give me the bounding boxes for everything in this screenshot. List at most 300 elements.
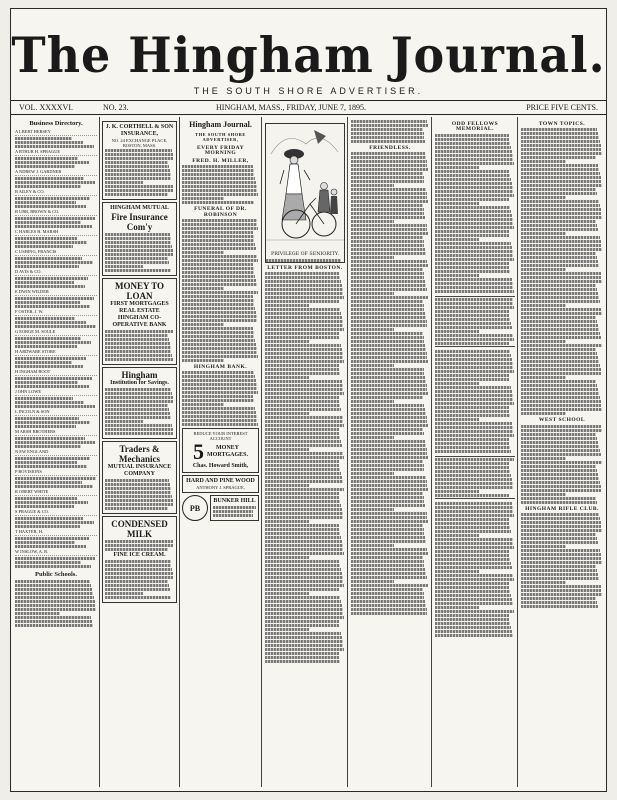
- text-line: [521, 356, 598, 359]
- text-line: [265, 320, 343, 323]
- text-line: [435, 218, 513, 221]
- text-line: [435, 306, 514, 309]
- text-line: [351, 124, 428, 127]
- text-line: [182, 177, 255, 180]
- col5-body: [351, 152, 429, 615]
- text-line: [351, 172, 423, 175]
- directory-entry: T HAXTER, H.: [15, 529, 97, 536]
- text-line: [351, 284, 426, 287]
- text-line: [521, 565, 596, 568]
- text-line: [182, 251, 224, 254]
- text-line: [182, 255, 257, 258]
- text-line: [351, 196, 427, 199]
- text-line: [435, 342, 509, 345]
- text-line: [521, 184, 602, 187]
- journal-heading: Hingham Journal.: [189, 120, 252, 129]
- text-line: [105, 169, 170, 172]
- text-line: [435, 210, 511, 213]
- text-line: [182, 223, 257, 226]
- text-line: [351, 288, 427, 291]
- text-line: [521, 593, 602, 596]
- text-line: [105, 354, 172, 357]
- text-line: [351, 400, 394, 403]
- text-line: [265, 604, 342, 607]
- text-line: [435, 290, 514, 293]
- text-line: [351, 320, 427, 323]
- text-line: [351, 460, 423, 463]
- directory-entry: L INCOLN & SON: [15, 409, 97, 416]
- text-line: [521, 192, 597, 195]
- text-line: [265, 444, 342, 447]
- text-line: [435, 526, 510, 529]
- text-line: [435, 386, 511, 389]
- text-line: [265, 508, 342, 511]
- text-line: [435, 474, 511, 477]
- text-line: [521, 581, 566, 584]
- town-topics-column: [521, 119, 603, 787]
- mortgage-ad-header: REDUCE YOUR INTEREST ACCOUNT: [193, 431, 248, 442]
- text-line: [351, 424, 428, 427]
- text-line: [15, 612, 60, 615]
- text-line: [265, 304, 309, 307]
- text-line: [105, 245, 172, 248]
- text-line: [182, 419, 257, 422]
- text-line: [435, 314, 509, 317]
- text-line: [351, 364, 394, 367]
- text-line: [105, 177, 171, 180]
- text-line: [521, 328, 599, 331]
- column-rule: [179, 117, 180, 787]
- text-line: [265, 472, 341, 475]
- text-line: [351, 276, 424, 279]
- text-line: [15, 580, 90, 583]
- dateline-bar: [11, 100, 606, 115]
- mortgage-money: MONEY: [216, 445, 239, 452]
- text-line: [435, 518, 509, 521]
- text-line: [435, 534, 479, 537]
- text-line: [15, 537, 89, 540]
- text-line: [521, 360, 599, 363]
- sprague-name: ANTHONY J. SPRAGUE,: [196, 485, 245, 491]
- text-line: [521, 252, 596, 255]
- directory-list: [15, 129, 97, 568]
- text-line: [15, 584, 91, 587]
- text-line: [265, 564, 340, 567]
- text-line: [15, 425, 76, 428]
- text-line: [435, 490, 479, 493]
- west-school-body: [521, 425, 603, 504]
- directory-entry: B AILEY & CO.: [15, 189, 97, 196]
- results-entries: [435, 458, 515, 497]
- text-line: [15, 185, 81, 188]
- text-line: [265, 384, 343, 387]
- text-line: [435, 406, 509, 409]
- text-line: [182, 303, 254, 306]
- text-line: [265, 492, 339, 495]
- text-line: [351, 392, 428, 395]
- text-line: [435, 430, 513, 433]
- text-line: [351, 576, 427, 579]
- text-line: [15, 265, 79, 268]
- column-rule: [517, 117, 518, 787]
- text-line: [351, 488, 428, 491]
- text-line: [521, 573, 598, 576]
- text-line: [265, 348, 342, 351]
- text-line: [521, 316, 596, 319]
- directory-entry: B URR, BROWN & CO.: [15, 209, 97, 216]
- text-line: [351, 448, 427, 451]
- text-line: [105, 157, 173, 160]
- text-line: [182, 247, 256, 250]
- text-line: [351, 316, 426, 319]
- text-line: [265, 652, 339, 655]
- text-line: [521, 461, 602, 464]
- text-line: [435, 194, 514, 197]
- text-line: [265, 324, 343, 327]
- text-line: [105, 408, 169, 411]
- text-line: [265, 412, 309, 415]
- text-line: [351, 416, 427, 419]
- text-line: [182, 295, 253, 298]
- text-line: [435, 334, 513, 337]
- text-line: [435, 482, 513, 485]
- text-line: [213, 510, 253, 513]
- text-line: [105, 392, 172, 395]
- text-line: [435, 462, 509, 465]
- text-line: [15, 588, 92, 591]
- text-line: [351, 612, 427, 615]
- text-line: [182, 185, 257, 188]
- text-line: [105, 420, 143, 423]
- text-line: [182, 323, 224, 326]
- text-line: [435, 554, 509, 557]
- text-line: [521, 473, 598, 476]
- text-line: [265, 464, 339, 467]
- text-line: [265, 496, 339, 499]
- text-line: [521, 240, 601, 243]
- text-line: [351, 524, 423, 527]
- text-line: [521, 188, 596, 191]
- text-line: [15, 145, 94, 148]
- text-line: [521, 585, 601, 588]
- text-line: [265, 280, 341, 283]
- text-line: [265, 504, 341, 507]
- text-line: [105, 404, 168, 407]
- text-line: [351, 168, 428, 171]
- text-line: [521, 180, 601, 183]
- text-line: [265, 432, 339, 435]
- text-line: [351, 360, 428, 363]
- text-line: [435, 478, 512, 481]
- text-line: [105, 269, 171, 272]
- text-line: [15, 165, 75, 168]
- directory-entry: M ARSH BROTHERS: [15, 429, 97, 436]
- text-line: [351, 220, 394, 223]
- text-line: [15, 401, 84, 404]
- hardwood-title: HARD AND PINE WOOD: [186, 478, 255, 485]
- text-line: [521, 304, 566, 307]
- text-line: [435, 614, 509, 617]
- text-line: [521, 324, 598, 327]
- mortgage-rate-figure: 5: [193, 439, 205, 465]
- text-line: [521, 220, 596, 223]
- hardwood-ad: [182, 475, 259, 493]
- text-line: [435, 266, 509, 269]
- text-line: [15, 321, 86, 324]
- text-line: [351, 152, 425, 155]
- text-line: [15, 485, 93, 488]
- directory-entry: D AVIS & CO.: [15, 269, 97, 276]
- text-line: [182, 315, 257, 318]
- text-line: [435, 382, 479, 385]
- text-line: [521, 336, 601, 339]
- text-line: [351, 132, 424, 135]
- text-line: [521, 589, 601, 592]
- text-line: [105, 189, 173, 192]
- text-line: [105, 249, 173, 252]
- text-line: [435, 570, 479, 573]
- text-line: [521, 260, 598, 263]
- text-line: [521, 605, 598, 608]
- bunker-hill-body: [213, 506, 256, 517]
- text-line: [265, 556, 309, 559]
- text-line: [182, 193, 258, 196]
- text-line: [435, 198, 509, 201]
- text-line: [351, 500, 424, 503]
- text-line: [105, 396, 173, 399]
- text-line: [521, 449, 600, 452]
- text-line: [435, 622, 510, 625]
- text-line: [182, 201, 254, 204]
- text-line: [521, 332, 600, 335]
- text-line: [265, 416, 343, 419]
- directory-entry: E DWIN WILDER: [15, 289, 97, 296]
- text-line: [15, 217, 95, 220]
- loan-title: MONEY TO LOAN: [114, 281, 165, 301]
- text-line: [265, 532, 340, 535]
- text-line: [351, 192, 427, 195]
- smith-name: Chas. Howard Smith,: [192, 463, 249, 470]
- text-line: [351, 264, 428, 267]
- directory-entry: J OHN LOWE: [15, 389, 97, 396]
- text-line: [105, 253, 173, 256]
- text-line: [435, 558, 510, 561]
- text-line: [435, 298, 513, 301]
- text-line: [15, 604, 95, 607]
- text-line: [521, 445, 599, 448]
- text-line: [182, 347, 257, 350]
- text-line: [105, 185, 173, 188]
- text-line: [15, 281, 74, 284]
- text-line: [105, 165, 169, 168]
- text-line: [265, 588, 339, 591]
- mortgage-ad-row: [185, 441, 256, 463]
- text-line: [521, 525, 601, 528]
- text-line: [435, 530, 511, 533]
- text-line: [182, 375, 255, 378]
- text-line: [521, 537, 597, 540]
- text-line: [521, 160, 566, 163]
- text-line: [15, 161, 89, 164]
- text-line: [435, 134, 509, 137]
- column-rule: [261, 117, 262, 787]
- text-line: [265, 644, 343, 647]
- text-line: [521, 457, 566, 460]
- text-line: [15, 557, 95, 560]
- text-line: [351, 356, 427, 359]
- text-line: [351, 200, 428, 203]
- text-line: [521, 597, 596, 600]
- text-line: [521, 412, 566, 415]
- text-line: [351, 592, 424, 595]
- text-line: [521, 501, 597, 504]
- text-line: [15, 608, 96, 611]
- text-line: [182, 271, 254, 274]
- text-line: [435, 238, 479, 241]
- text-line: [435, 582, 509, 585]
- text-line: [182, 411, 256, 414]
- text-line: [265, 488, 344, 491]
- text-line: [265, 352, 343, 355]
- text-line: [435, 410, 509, 413]
- column-rule: [347, 117, 348, 787]
- text-line: [351, 588, 423, 591]
- text-line: [105, 479, 169, 482]
- text-line: [435, 466, 509, 469]
- text-line: [15, 201, 76, 204]
- text-line: [351, 296, 428, 299]
- text-line: [265, 312, 341, 315]
- text-line: [521, 168, 599, 171]
- text-line: [351, 476, 426, 479]
- text-line: [265, 512, 343, 515]
- text-line: [351, 328, 394, 331]
- text-line: [15, 197, 90, 200]
- text-line: [105, 181, 143, 184]
- text-line: [15, 501, 88, 504]
- rifle-club-heading: HINGHAM RIFLE CLUB.: [525, 505, 599, 512]
- text-line: [435, 602, 513, 605]
- text-line: [521, 196, 566, 199]
- text-line: [105, 487, 171, 490]
- text-line: [265, 656, 339, 659]
- text-line: [351, 248, 425, 251]
- publication-terms: [182, 165, 259, 204]
- text-line: [435, 202, 479, 205]
- text-line: [521, 513, 599, 516]
- text-line: [351, 188, 426, 191]
- loan-body: [105, 330, 174, 361]
- milk-title: CONDENSED MILK: [111, 519, 168, 539]
- text-line: [435, 522, 509, 525]
- text-line: [15, 441, 95, 444]
- text-line: [15, 225, 92, 228]
- volume-label: VOL. XXXXVI.: [19, 103, 73, 112]
- corthell-city: BOSTON, MASS.: [122, 143, 157, 148]
- text-line: [265, 328, 344, 331]
- text-line: [265, 524, 339, 527]
- text-line: [521, 228, 598, 231]
- text-line: [182, 351, 257, 354]
- text-line: [351, 216, 425, 219]
- text-line: [105, 400, 173, 403]
- text-line: [435, 286, 513, 289]
- text-line: [15, 385, 89, 388]
- text-line: [521, 380, 596, 383]
- text-line: [105, 237, 171, 240]
- text-line: [266, 259, 341, 262]
- text-line: [351, 456, 428, 459]
- text-line: [265, 568, 341, 571]
- savings-subtitle: Institution for Savings.: [110, 380, 169, 386]
- text-line: [265, 616, 344, 619]
- loan-real-estate: REAL ESTATE: [119, 308, 160, 314]
- text-line: [265, 500, 340, 503]
- milk-footer-body: [105, 560, 174, 599]
- text-line: [15, 505, 74, 508]
- text-line: [213, 514, 253, 517]
- text-line: [265, 344, 341, 347]
- text-line: [351, 304, 424, 307]
- text-line: [435, 362, 513, 365]
- text-line: [265, 612, 343, 615]
- text-line: [105, 588, 170, 591]
- text-line: [351, 376, 425, 379]
- text-line: [182, 359, 224, 362]
- text-line: [15, 525, 80, 528]
- text-line: [15, 205, 86, 208]
- directory-entry: S PRAGUE & CO.: [15, 509, 97, 516]
- text-line: [435, 278, 512, 281]
- text-line: [15, 437, 85, 440]
- text-line: [182, 335, 254, 338]
- text-line: [435, 274, 479, 277]
- public-schools-text: [15, 580, 97, 627]
- text-line: [15, 157, 78, 160]
- text-line: [351, 572, 426, 575]
- text-line: [351, 312, 425, 315]
- text-line: [15, 421, 90, 424]
- text-line: [521, 276, 601, 279]
- text-line: [265, 640, 343, 643]
- text-line: [435, 354, 511, 357]
- text-line: [435, 138, 509, 141]
- text-line: [521, 372, 601, 375]
- text-line: [435, 630, 512, 633]
- directory-entry: H ARDWARE STORE: [15, 349, 97, 356]
- text-line: [105, 153, 173, 156]
- letter-body: [265, 272, 345, 663]
- text-line: [351, 384, 427, 387]
- text-line: [105, 503, 173, 506]
- odd-fellows-heading: ODD FELLOWS MEMORIAL.: [451, 121, 499, 133]
- text-line: [351, 268, 423, 271]
- text-line: [521, 292, 598, 295]
- text-line: [351, 156, 426, 159]
- mortgage-label: MORTGAGES.: [207, 452, 248, 459]
- text-line: [521, 172, 600, 175]
- text-line: [435, 566, 512, 569]
- text-line: [521, 497, 596, 500]
- text-line: [351, 256, 394, 259]
- mortgage-ad: [182, 428, 259, 473]
- text-line: [351, 544, 394, 547]
- text-line: [521, 408, 602, 411]
- text-line: [15, 397, 73, 400]
- text-line: [435, 506, 513, 509]
- text-line: [521, 577, 599, 580]
- text-line: [351, 308, 424, 311]
